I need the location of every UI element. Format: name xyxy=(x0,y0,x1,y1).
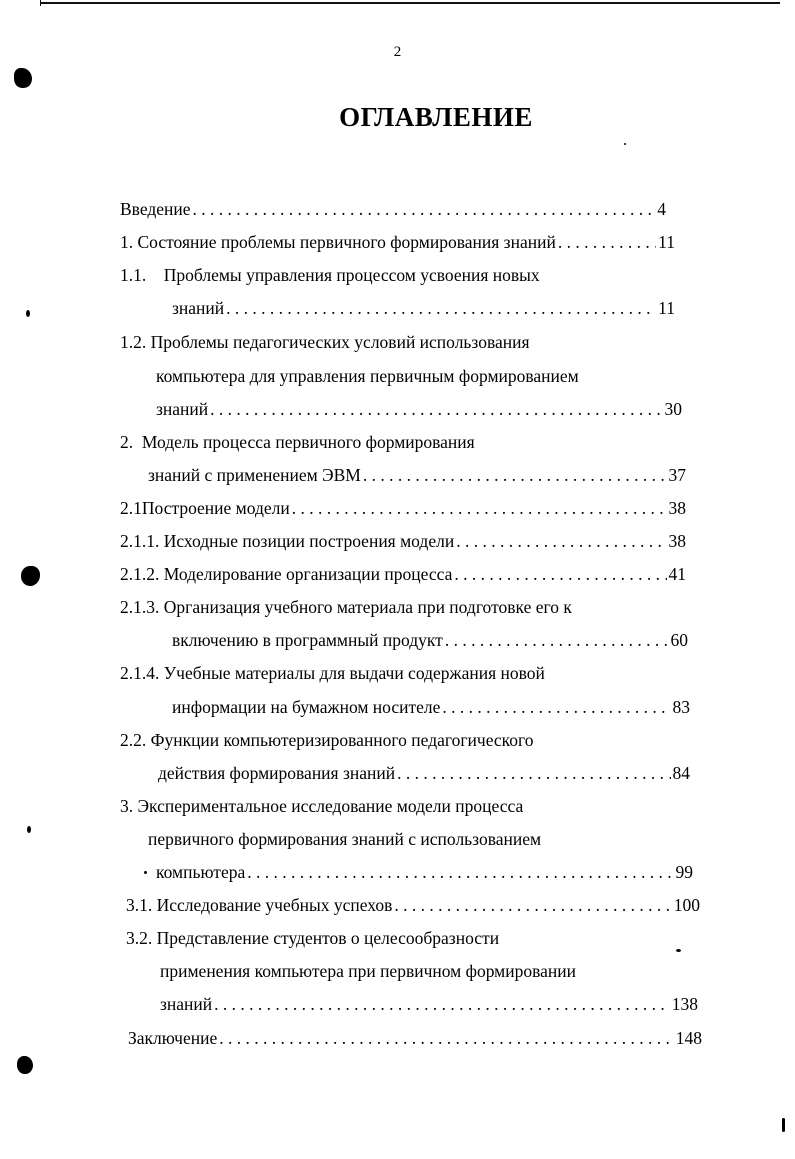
toc-entry-page: 83 xyxy=(672,697,690,717)
scan-artifact-speck xyxy=(782,1118,785,1132)
toc-entry-text: 2.1Построение модели xyxy=(120,498,290,518)
toc-entry-text: включению в программный продукт xyxy=(172,630,443,650)
toc-entry-text: Введение xyxy=(120,199,191,219)
toc-entry-page: 11 xyxy=(658,298,675,318)
toc-entry-2-1-4-continued xyxy=(172,696,690,718)
toc-entry-text: 2.1.3. Организация учебного материала при подготовке его к xyxy=(120,597,572,617)
toc-entry-page: 4 xyxy=(657,199,666,219)
toc-entry-3-1 xyxy=(126,894,700,916)
toc-entry-2-1-3 xyxy=(120,596,640,618)
toc-entry-2-1-4 xyxy=(120,662,600,684)
toc-entry-3-2-continued xyxy=(160,960,630,982)
toc-leader-dots xyxy=(363,464,667,486)
scan-artifact-hole-mark xyxy=(14,68,32,88)
toc-entry-3-2-continued xyxy=(160,993,698,1015)
scan-artifact-speck xyxy=(27,826,31,833)
toc-leader-dots xyxy=(214,993,670,1015)
toc-entry-text: 2.1.2. Моделирование организации процесса xyxy=(120,564,453,584)
toc-entry-1 xyxy=(120,231,675,253)
page-title: ОГЛАВЛЕНИЕ xyxy=(339,102,533,132)
toc-entry-text: 1.1. Проблемы управления процессом усвоения новых xyxy=(120,265,540,285)
toc-entry-text: 1. Состояние проблемы первичного формирования знаний xyxy=(120,232,556,252)
toc-entry-page: 138 xyxy=(671,994,698,1014)
scan-artifact-speck xyxy=(624,143,626,145)
toc-entry-page: 38 xyxy=(668,531,686,551)
toc-entry-text: Заключение xyxy=(128,1028,218,1048)
toc-entry-page: 99 xyxy=(675,862,693,882)
scan-artifact-hole-mark xyxy=(21,566,40,586)
scan-frame-left-edge xyxy=(40,0,41,6)
toc-leader-dots xyxy=(454,563,666,585)
toc-entry-3 xyxy=(120,795,580,817)
toc-entry-page: 84 xyxy=(672,763,690,783)
toc-entry-text: действия формирования знаний xyxy=(158,763,396,783)
toc-entry-page: 148 xyxy=(675,1028,702,1048)
toc-leader-dots xyxy=(210,398,662,420)
toc-entry-2-continued xyxy=(148,464,686,486)
toc-leader-dots xyxy=(394,894,671,916)
toc-entry-page: 11 xyxy=(658,232,675,252)
toc-entry-text: компьютера xyxy=(156,862,246,882)
toc-entry-text: 1.2. Проблемы педагогических условий использования xyxy=(120,332,530,352)
toc-entry-text: 3. Экспериментальное исследование модели процесса xyxy=(120,796,524,816)
toc-entry-3-continued xyxy=(156,861,693,883)
toc-entry-1-1-continued xyxy=(172,297,675,319)
toc-entry-3-continued xyxy=(148,828,598,850)
toc-entry-2 xyxy=(120,431,540,453)
toc-entry-2-1-2 xyxy=(120,563,686,585)
toc-entry-conclusion xyxy=(128,1027,702,1049)
toc-entry-2-1-3-continued xyxy=(172,629,688,651)
toc-entry-text: 3.2. Представление студентов о целесообразности xyxy=(126,928,500,948)
toc-leader-dots xyxy=(397,762,670,784)
toc-entry-text: знаний xyxy=(160,994,213,1014)
scan-artifact-speck xyxy=(676,949,681,952)
toc-entry-text: информации на бумажном носителе xyxy=(172,697,441,717)
toc-leader-dots xyxy=(219,1027,674,1049)
toc-entry-text: применения компьютера при первичном формировании xyxy=(160,961,577,981)
toc-entry-text: 2.1.4. Учебные материалы для выдачи содержания новой xyxy=(120,663,545,683)
scan-artifact-speck xyxy=(26,310,30,317)
toc-entry-text: знаний xyxy=(172,298,225,318)
toc-entry-2-1-1 xyxy=(120,530,686,552)
toc-entry-page: 41 xyxy=(668,564,686,584)
toc-entry-page: 60 xyxy=(670,630,688,650)
toc-leader-dots xyxy=(292,497,667,519)
page-number: 2 xyxy=(393,44,402,60)
toc-entry-2-2 xyxy=(120,729,590,751)
toc-entry-text: знаний xyxy=(156,399,209,419)
toc-entry-1-2-continued xyxy=(156,365,656,387)
toc-entry-page: 30 xyxy=(664,399,682,419)
toc-leader-dots xyxy=(558,231,656,253)
scan-artifact-speck xyxy=(144,871,147,874)
toc-entry-text: компьютера для управления первичным формированием xyxy=(156,366,579,386)
toc-entry-text: 2.2. Функции компьютеризированного педагогического xyxy=(120,730,534,750)
toc-entry-2-1 xyxy=(120,497,686,519)
scan-frame-top-edge xyxy=(40,2,780,4)
toc-entry-1-2-continued xyxy=(156,398,682,420)
toc-leader-dots xyxy=(226,297,656,319)
toc-entry-page: 38 xyxy=(668,498,686,518)
toc-entry-text: 2.1.1. Исходные позиции построения модели xyxy=(120,531,455,551)
toc-entry-3-2 xyxy=(126,927,556,949)
toc-entry-1-1 xyxy=(120,264,600,286)
toc-entry-page: 100 xyxy=(673,895,700,915)
toc-entry-text: первичного формирования знаний с использованием xyxy=(148,829,542,849)
toc-leader-dots xyxy=(456,530,666,552)
toc-entry-2-2-continued xyxy=(158,762,690,784)
toc-entry-page: 37 xyxy=(668,465,686,485)
toc-entry-text: знаний с применением ЭВМ xyxy=(148,465,361,485)
toc-leader-dots xyxy=(247,861,673,883)
toc-leader-dots xyxy=(193,198,656,220)
toc-entry-introduction xyxy=(120,198,666,220)
toc-entry-text: 3.1. Исследование учебных успехов xyxy=(126,895,393,915)
toc-leader-dots xyxy=(442,696,670,718)
toc-entry-1-2 xyxy=(120,331,590,353)
toc-entry-text: 2. Модель процесса первичного формирования xyxy=(120,432,475,452)
toc-leader-dots xyxy=(445,629,669,651)
scan-artifact-hole-mark xyxy=(17,1056,33,1074)
